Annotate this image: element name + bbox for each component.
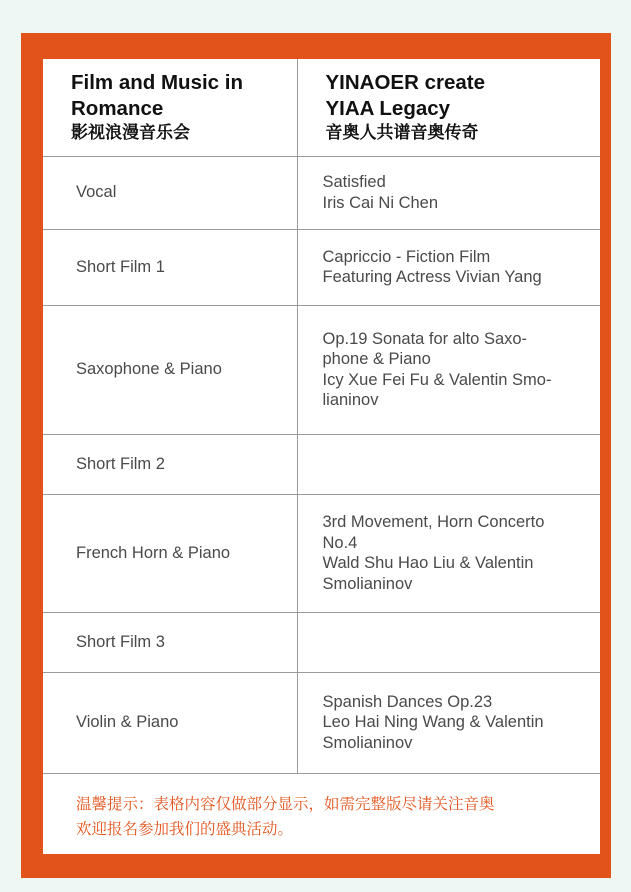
row-detail-line: Icy Xue Fei Fu & Valentin Smo- (322, 370, 552, 389)
row-category: Vocal (43, 156, 297, 229)
table-row (43, 672, 600, 773)
header-right-title-1: YINAOER create (325, 71, 486, 94)
table-header-row (43, 59, 600, 156)
header-right-title-2: YIAA Legacy (325, 97, 451, 120)
program-table (43, 59, 600, 774)
row-category: Short Film 1 (43, 229, 297, 305)
header-left (43, 59, 297, 156)
program-card (43, 59, 600, 854)
header-right (297, 59, 600, 156)
row-detail-line: Capriccio - Fiction Film (322, 247, 491, 266)
row-details (297, 229, 600, 305)
row-detail-line: Spanish Dances Op.23 (322, 692, 493, 711)
row-details (297, 305, 600, 434)
row-detail-line: Satisfied (322, 173, 386, 191)
row-detail-line: No.4 (322, 533, 358, 552)
row-detail-line: lianinov (322, 391, 379, 409)
table-row (43, 612, 600, 672)
row-detail-line: Iris Cai Ni Chen (322, 193, 439, 212)
row-detail-line: Leo Hai Ning Wang & Valentin (322, 713, 544, 732)
row-detail-line: Op.19 Sonata for alto Saxo- (322, 329, 528, 348)
row-details (297, 156, 600, 229)
row-details (297, 434, 600, 494)
row-details (297, 494, 600, 612)
table-row (43, 156, 600, 229)
row-detail-line: Featuring Actress Vivian Yang (322, 268, 542, 286)
row-detail-line: Smolianinov (322, 733, 413, 752)
row-detail-line: phone & Piano (322, 350, 431, 368)
notice-line-1: 温馨提示：表格内容仅做部分显示，如需完整版尽请关注音奥 (76, 796, 495, 813)
row-category: Short Film 3 (43, 612, 297, 672)
row-details (297, 672, 600, 773)
header-right-chinese: 音奥人共谱音奥传奇 (325, 123, 479, 142)
header-left-title-2: Romance (71, 97, 164, 120)
header-left-title-1: Film and Music in (71, 71, 243, 94)
row-category: Short Film 2 (43, 434, 297, 494)
row-detail-line: Wald Shu Hao Liu & Valentin (322, 554, 534, 572)
header-left-chinese: 影视浪漫音乐会 (71, 123, 190, 142)
table-row (43, 434, 600, 494)
notice-line-2: 欢迎报名参加我们的盛典活动。 (76, 821, 294, 838)
row-category: French Horn & Piano (43, 494, 297, 612)
row-detail-line: Smolianinov (322, 574, 413, 593)
row-category: Saxophone & Piano (43, 305, 297, 434)
row-detail-line: 3rd Movement, Horn Concerto (322, 513, 545, 531)
notice-text (76, 792, 576, 842)
table-row (43, 305, 600, 434)
table-row (43, 229, 600, 305)
table-row (43, 494, 600, 612)
row-category: Violin & Piano (43, 672, 297, 773)
row-details (297, 612, 600, 672)
